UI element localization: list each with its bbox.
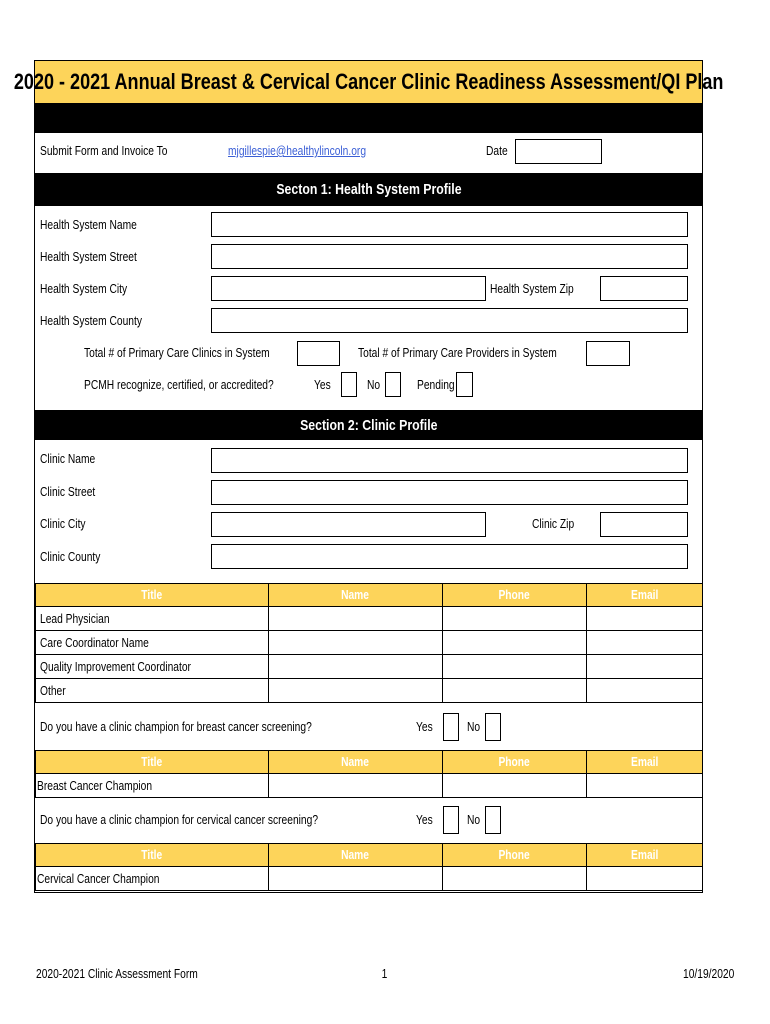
- section2-header: [35, 410, 702, 440]
- clinic-name-label: Clinic Name: [40, 452, 96, 466]
- health-system-city-field[interactable]: [211, 276, 486, 301]
- name-cell[interactable]: [269, 774, 443, 798]
- name-cell[interactable]: [269, 631, 443, 655]
- health-system-zip-label: Health System Zip: [490, 282, 574, 296]
- health-system-city-label: Health System City: [40, 282, 128, 296]
- name-cell[interactable]: [269, 607, 443, 631]
- breast-champion-question: Do you have a clinic champion for breast cancer screening?: [40, 720, 312, 734]
- breast-yes-label: Yes: [416, 720, 433, 734]
- col-email: Email: [587, 584, 703, 607]
- col-title: Title: [36, 751, 269, 774]
- clinic-street-field[interactable]: [211, 480, 688, 505]
- breast-champion-table: [35, 750, 703, 798]
- table-row: [36, 774, 703, 798]
- phone-cell[interactable]: [443, 607, 587, 631]
- table-row: [36, 679, 703, 703]
- pcmh-pending-checkbox[interactable]: [456, 372, 473, 397]
- email-cell[interactable]: [587, 867, 703, 891]
- total-providers-field[interactable]: [586, 341, 630, 366]
- health-system-county-label: Health System County: [40, 314, 142, 328]
- health-system-name-label: Health System Name: [40, 218, 137, 232]
- breast-no-label: No: [467, 720, 481, 734]
- footer-date: 10/19/2020: [683, 967, 735, 981]
- health-system-name-field[interactable]: [211, 212, 688, 237]
- pcmh-yes-label: Yes: [314, 378, 331, 392]
- email-cell[interactable]: [587, 607, 703, 631]
- contacts-table: [35, 583, 703, 703]
- breast-no-checkbox[interactable]: [485, 713, 501, 741]
- cervical-yes-checkbox[interactable]: [443, 806, 459, 834]
- pcmh-no-label: No: [367, 378, 381, 392]
- table-row: [36, 867, 703, 891]
- total-providers-label: Total # of Primary Care Providers in System: [358, 346, 557, 360]
- row-title: Cervical Cancer Champion: [36, 867, 269, 891]
- clinic-county-field[interactable]: [211, 544, 688, 569]
- clinic-county-label: Clinic County: [40, 550, 101, 564]
- email-cell[interactable]: [587, 679, 703, 703]
- footer-page-number: 1: [381, 967, 388, 981]
- row-title: Lead Physician: [36, 607, 269, 631]
- cervical-yes-label: Yes: [416, 813, 433, 827]
- pcmh-label: PCMH recognize, certified, or accredited?: [84, 378, 274, 392]
- name-cell[interactable]: [269, 679, 443, 703]
- table-row: [36, 631, 703, 655]
- col-name: Name: [269, 844, 443, 867]
- health-system-street-field[interactable]: [211, 244, 688, 269]
- pcmh-yes-checkbox[interactable]: [341, 372, 357, 397]
- table-row: [36, 655, 703, 679]
- cervical-champion-question: Do you have a clinic champion for cervical cancer screening?: [40, 813, 319, 827]
- section1-title: Secton 1: Health System Profile: [275, 181, 462, 198]
- col-email: Email: [587, 751, 703, 774]
- col-name: Name: [269, 584, 443, 607]
- contacts-header-row: [36, 584, 703, 607]
- total-clinics-label: Total # of Primary Care Clinics in System: [84, 346, 270, 360]
- form-title: 2020 - 2021 Annual Breast & Cervical Cancer Clinic Readiness Assessment/QI Plan: [13, 69, 724, 94]
- breast-header-row: [36, 751, 703, 774]
- col-title: Title: [36, 844, 269, 867]
- col-email: Email: [587, 844, 703, 867]
- col-phone: Phone: [443, 751, 587, 774]
- name-cell[interactable]: [269, 655, 443, 679]
- cervical-champion-table: [35, 843, 703, 891]
- phone-cell[interactable]: [443, 631, 587, 655]
- phone-cell[interactable]: [443, 655, 587, 679]
- col-phone: Phone: [443, 844, 587, 867]
- date-label: Date: [486, 144, 508, 158]
- form-title-bar: [13, 61, 724, 104]
- cervical-header-row: [36, 844, 703, 867]
- clinic-city-label: Clinic City: [40, 517, 86, 531]
- breast-yes-checkbox[interactable]: [443, 713, 459, 741]
- submit-label: Submit Form and Invoice To: [40, 144, 168, 158]
- health-system-zip-field[interactable]: [600, 276, 688, 301]
- email-cell[interactable]: [587, 655, 703, 679]
- row-title: Other: [36, 679, 269, 703]
- pcmh-pending-label: Pending: [417, 378, 455, 392]
- cervical-no-label: No: [467, 813, 481, 827]
- clinic-street-label: Clinic Street: [40, 485, 96, 499]
- section1-header: [35, 173, 702, 206]
- col-title: Title: [36, 584, 269, 607]
- col-name: Name: [269, 751, 443, 774]
- submit-email-link[interactable]: mjgillespie@healthylincoln.org: [228, 144, 367, 158]
- phone-cell[interactable]: [443, 774, 587, 798]
- footer-form-name: 2020-2021 Clinic Assessment Form: [36, 967, 198, 981]
- name-cell[interactable]: [269, 867, 443, 891]
- total-clinics-field[interactable]: [297, 341, 340, 366]
- row-title: Quality Improvement Coordinator: [36, 655, 269, 679]
- table-row: [36, 607, 703, 631]
- phone-cell[interactable]: [443, 867, 587, 891]
- email-cell[interactable]: [587, 631, 703, 655]
- email-cell[interactable]: [587, 774, 703, 798]
- clinic-zip-label: Clinic Zip: [532, 517, 575, 531]
- col-phone: Phone: [443, 584, 587, 607]
- phone-cell[interactable]: [443, 679, 587, 703]
- clinic-name-field[interactable]: [211, 448, 688, 473]
- section2-title: Section 2: Clinic Profile: [299, 416, 438, 434]
- cervical-no-checkbox[interactable]: [485, 806, 501, 834]
- clinic-zip-field[interactable]: [600, 512, 688, 537]
- row-title: Care Coordinator Name: [36, 631, 269, 655]
- row-title: Breast Cancer Champion: [36, 774, 269, 798]
- date-field[interactable]: [515, 139, 602, 164]
- clinic-city-field[interactable]: [211, 512, 486, 537]
- health-system-street-label: Health System Street: [40, 250, 137, 264]
- health-system-county-field[interactable]: [211, 308, 688, 333]
- pcmh-no-checkbox[interactable]: [385, 372, 401, 397]
- black-spacer-bar: [35, 103, 702, 133]
